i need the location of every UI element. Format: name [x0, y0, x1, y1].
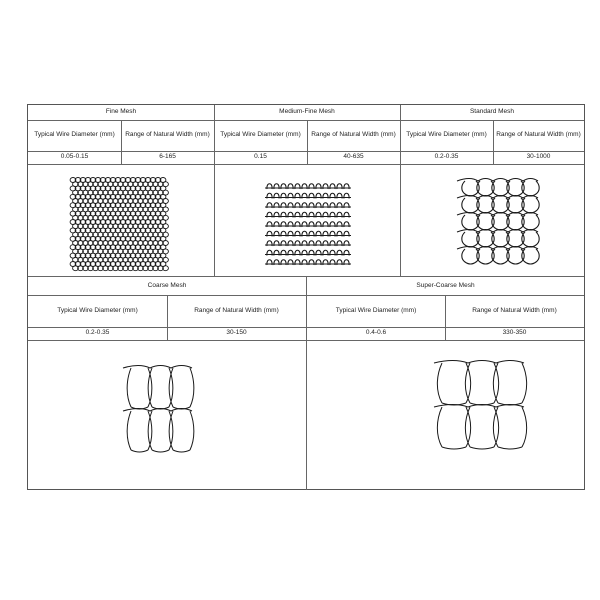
coarse-mesh-col2-header: Range of Natural Width (mm) — [194, 306, 279, 314]
fine-mesh-title: Fine Mesh — [105, 108, 137, 116]
super-coarse-mesh-pattern — [307, 341, 584, 489]
medium-fine-mesh-natural-width: 40-635 — [343, 153, 364, 161]
medium-fine-mesh-col2-header: Range of Natural Width (mm) — [311, 131, 396, 139]
super-coarse-mesh-col1-header: Typical Wire Diameter (mm) — [335, 306, 417, 314]
medium-fine-mesh-col1-header: Typical Wire Diameter (mm) — [220, 131, 301, 139]
standard-mesh-col1-header: Typical Wire Diameter (mm) — [406, 131, 487, 139]
mesh-spec-sheet — [27, 104, 585, 490]
standard-mesh-col2-header: Range of Natural Width (mm) — [496, 131, 581, 139]
standard-mesh-natural-width: 30-1000 — [526, 153, 551, 161]
coarse-mesh-natural-width: 30-150 — [226, 329, 247, 337]
fine-mesh-col1-header: Typical Wire Diameter (mm) — [34, 131, 115, 139]
fine-mesh-wire-diameter: 0.05-0.15 — [60, 153, 89, 161]
super-coarse-mesh-wire-diameter: 0.4-0.6 — [365, 329, 387, 337]
coarse-mesh-col1-header: Typical Wire Diameter (mm) — [57, 306, 138, 314]
standard-mesh-title: Standard Mesh — [469, 108, 515, 116]
fine-mesh-pattern — [28, 165, 214, 276]
super-coarse-mesh-col2-header: Range of Natural Width (mm) — [472, 306, 557, 314]
fine-mesh-natural-width: 6-165 — [159, 153, 176, 161]
standard-mesh-wire-diameter: 0.2-0.35 — [434, 153, 459, 161]
coarse-mesh-pattern — [28, 341, 306, 489]
standard-mesh-pattern — [401, 165, 584, 276]
coarse-mesh-title: Coarse Mesh — [147, 281, 187, 289]
medium-fine-mesh-title: Medium-Fine Mesh — [279, 108, 335, 116]
coarse-mesh-wire-diameter: 0.2-0.35 — [85, 329, 110, 337]
super-coarse-mesh-title: Super-Coarse Mesh — [416, 281, 475, 289]
fine-mesh-col2-header: Range of Natural Width (mm) — [125, 131, 210, 139]
medium-fine-mesh-wire-diameter: 0.15 — [254, 153, 267, 161]
medium-fine-mesh-pattern — [215, 165, 400, 276]
super-coarse-mesh-natural-width: 330-350 — [502, 329, 527, 337]
